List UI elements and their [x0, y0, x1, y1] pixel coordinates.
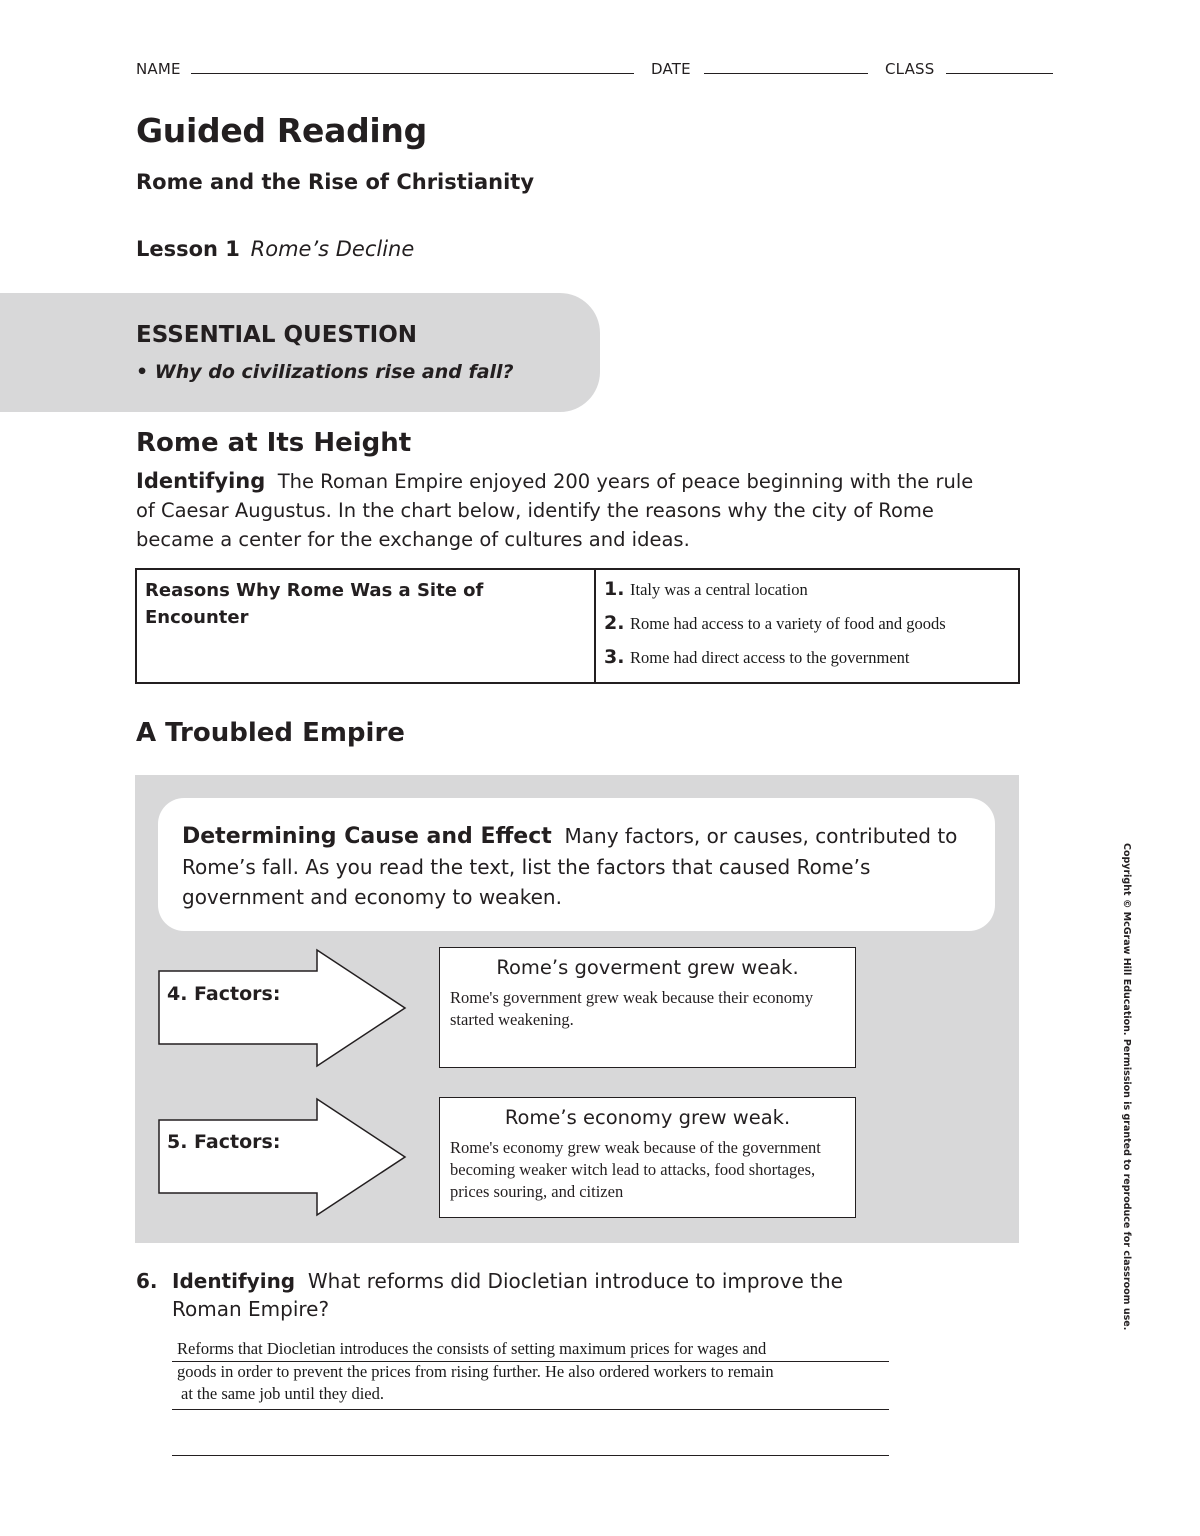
section-heading-troubled: A Troubled Empire: [136, 718, 405, 748]
section1-instructions: [136, 467, 996, 554]
reasons-table-header: Reasons Why Rome Was a Site of Encounter: [136, 569, 595, 683]
answer-text[interactable]: Italy was a central location: [630, 580, 808, 599]
answer-number: 3.: [604, 646, 625, 668]
instructions-text: The Roman Empire enjoyed 200 years of peace beginning with the rule of Caesar Augustus. In the chart below, identify the reasons why the city of Rome became a center for the exchange of cultures and ideas.: [136, 470, 974, 551]
page-title: Guided Reading: [136, 111, 427, 150]
answer-line-2[interactable]: goods in order to prevent the prices from rising further. He also ordered workers to remain: [177, 1362, 774, 1381]
class-label: CLASS: [885, 60, 935, 78]
factors-label-5: 5. Factors:: [167, 1131, 281, 1153]
answer-row[interactable]: [596, 646, 1018, 680]
answer-text[interactable]: Rome had direct access to the government: [630, 648, 910, 667]
lesson-name: Rome’s Decline: [250, 237, 415, 261]
date-label: DATE: [651, 60, 691, 78]
question-6-number: [136, 1267, 158, 1295]
lesson-number: Lesson 1: [136, 237, 240, 261]
factors-label-4: 4. Factors:: [167, 983, 281, 1005]
essential-question-heading: ESSENTIAL QUESTION: [136, 322, 418, 348]
essential-question-box: [0, 293, 600, 412]
section-heading-height: Rome at Its Height: [136, 428, 412, 458]
effect-box-4[interactable]: [439, 947, 856, 1068]
copyright-notice: Copyright © McGraw Hill Education. Permission is granted to reproduce for classroom use.: [1121, 843, 1132, 1331]
answer-number: 2.: [604, 612, 625, 634]
question-number: 6.: [136, 1269, 158, 1293]
cause-effect-instructions: [182, 821, 972, 912]
answer-text[interactable]: Rome had access to a variety of food and goods: [630, 614, 946, 633]
name-field[interactable]: [191, 73, 634, 74]
effect-box-5[interactable]: [439, 1097, 856, 1218]
factors-arrow-5: [155, 1096, 411, 1220]
answer-number: 1.: [604, 578, 625, 600]
effect-answer[interactable]: Rome's economy grew weak because of the government becoming weaker witch lead to attacks, food shortages, prices souring, and citizen: [450, 1138, 821, 1201]
factors-arrow-4: [155, 947, 411, 1071]
name-label: NAME: [136, 60, 181, 78]
effect-answer[interactable]: Rome's government grew weak because their economy started weakening.: [450, 988, 814, 1029]
class-field[interactable]: [946, 73, 1053, 74]
answer-line-3[interactable]: at the same job until they died.: [181, 1384, 384, 1403]
question-6-prompt: [172, 1267, 892, 1323]
skill-label: Identifying: [172, 1269, 296, 1293]
page-subtitle: Rome and the Rise of Christianity: [136, 170, 535, 194]
question-text: What reforms did Diocletian introduce to improve the Roman Empire?: [172, 1269, 843, 1321]
answer-line-1[interactable]: Reforms that Diocletian introduces the consists of setting maximum prices for wages and: [177, 1339, 767, 1358]
skill-label: Determining Cause and Effect: [182, 824, 552, 849]
answer-row[interactable]: [596, 612, 1018, 646]
reasons-answers: [595, 569, 1019, 683]
writing-rule: [172, 1409, 889, 1410]
instructions-text: Many factors, or causes, contributed to Rome’s fall. As you read the text, list the factors that caused Rome’s government and economy to weaken.: [182, 824, 958, 909]
date-field[interactable]: [704, 73, 868, 74]
reasons-table: [135, 568, 1020, 684]
skill-label: Identifying: [136, 469, 266, 493]
effect-title: Rome’s economy grew weak.: [504, 1106, 791, 1129]
answer-row[interactable]: [596, 578, 1018, 612]
writing-rule: [172, 1455, 889, 1456]
lesson-heading: [136, 237, 414, 261]
effect-title: Rome’s goverment grew weak.: [496, 956, 799, 979]
essential-question-text: • Why do civilizations rise and fall?: [136, 361, 514, 383]
